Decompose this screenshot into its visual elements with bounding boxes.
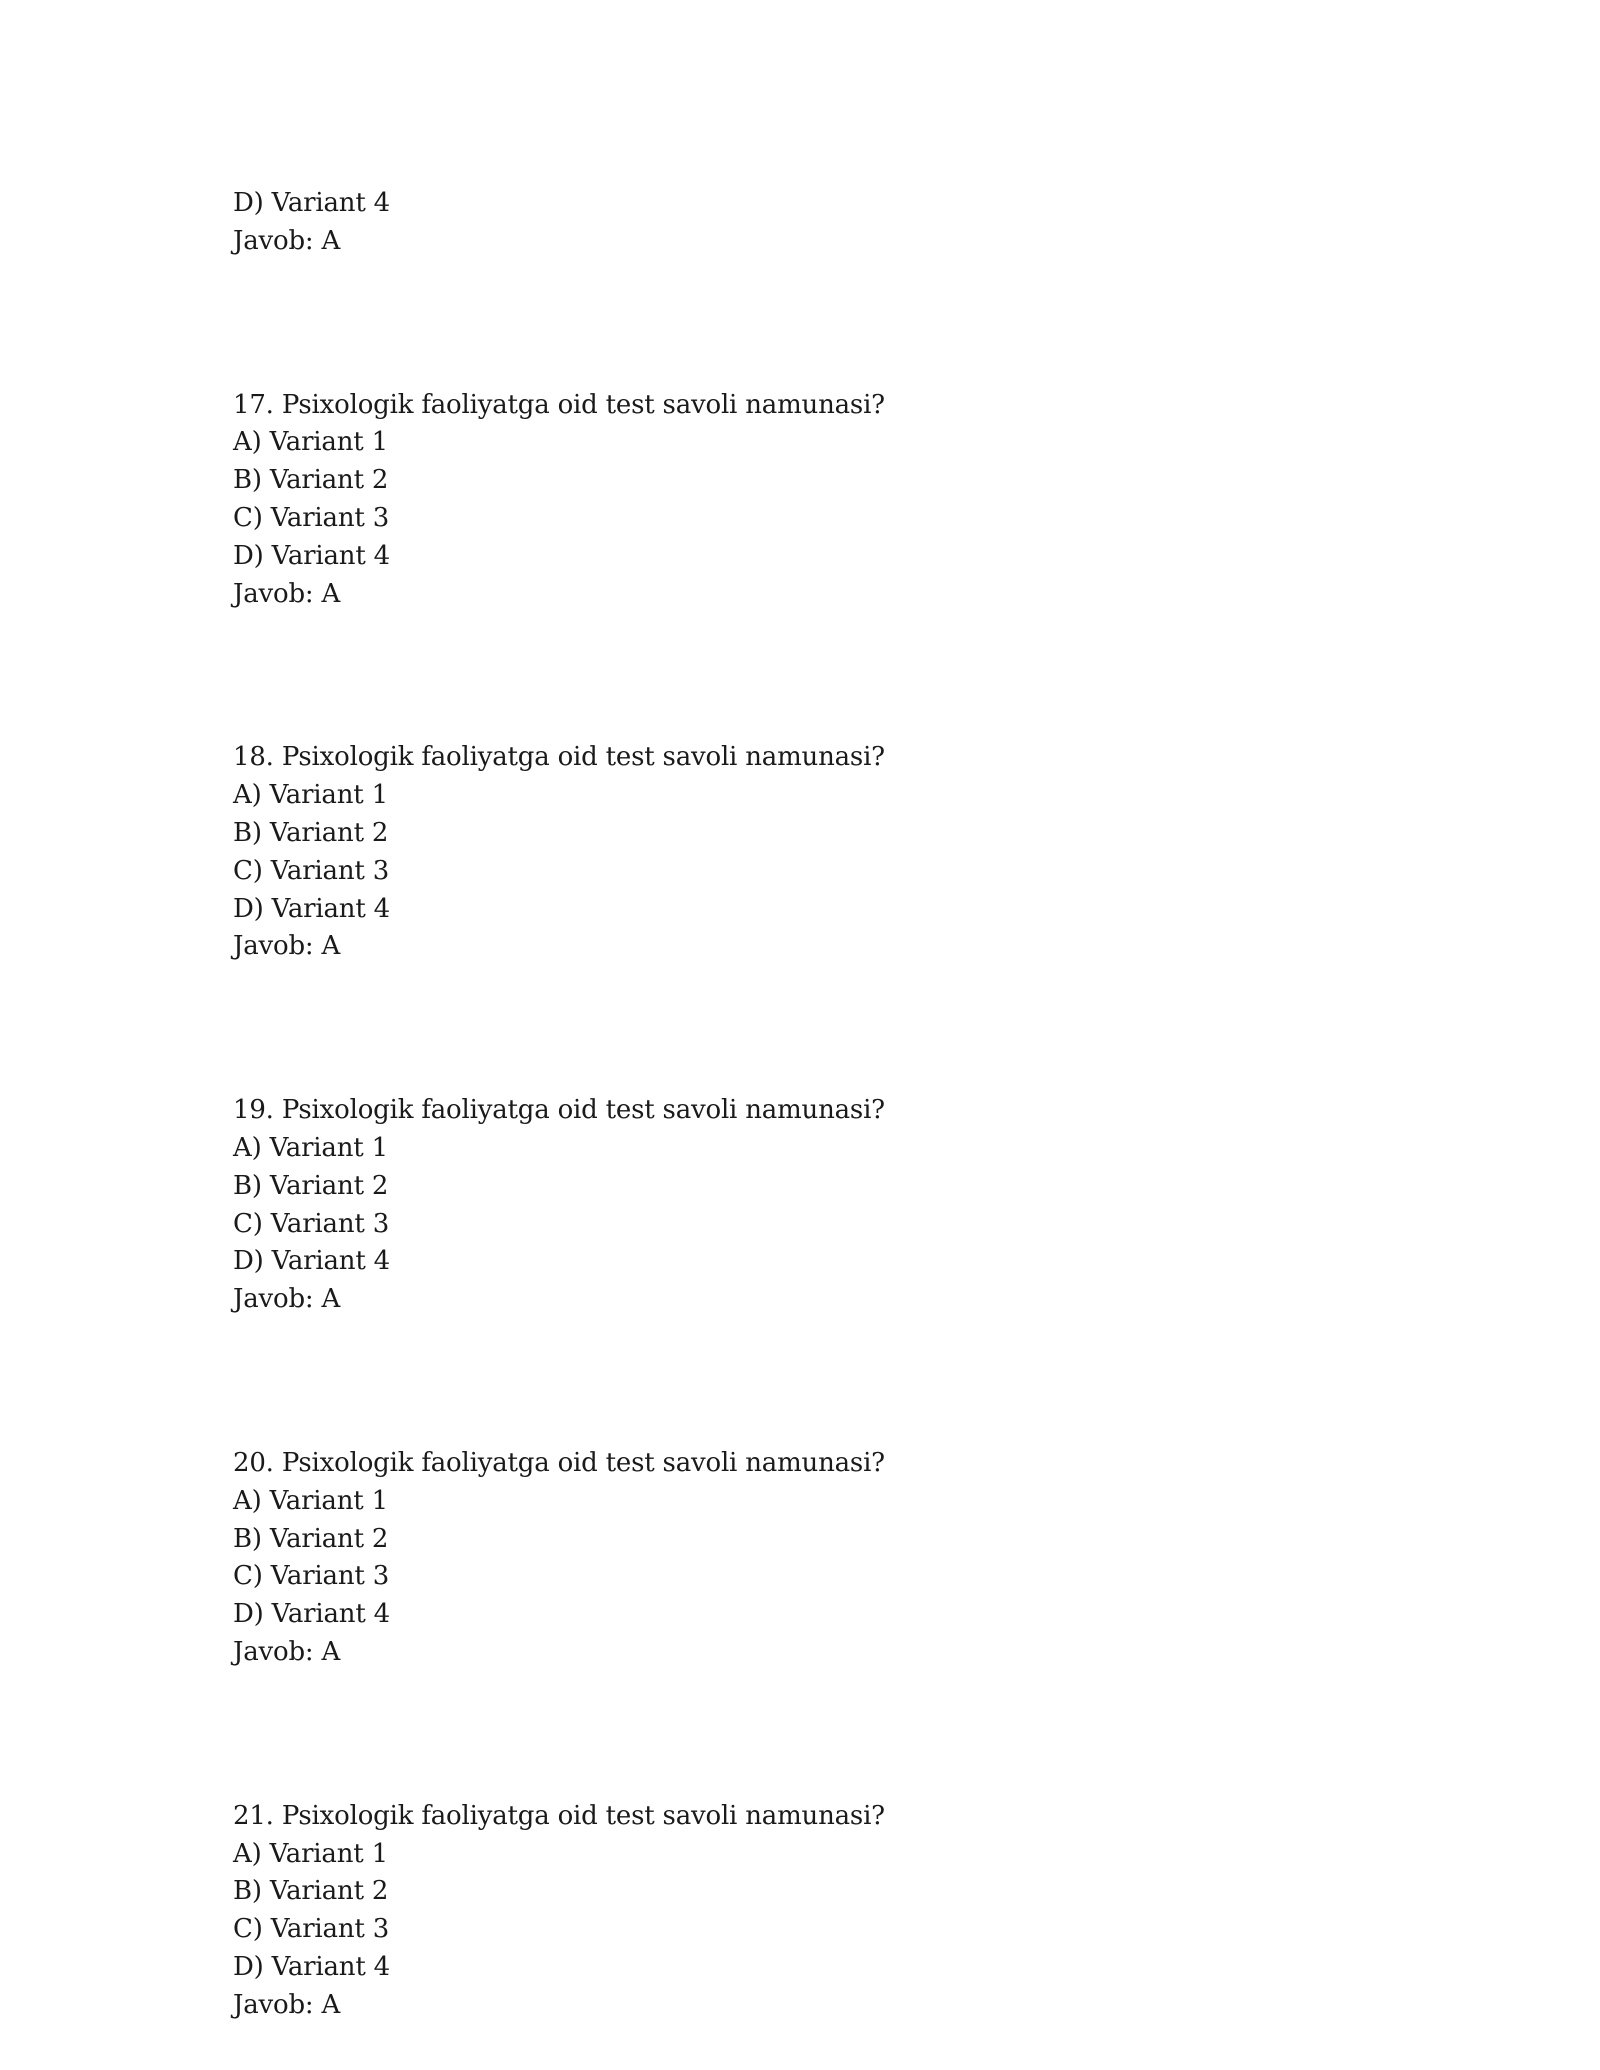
document-content: [233, 185, 1413, 2025]
option-c: C) Variant 3: [233, 855, 390, 886]
option-b: B) Variant 2: [233, 1523, 389, 1554]
question-text: 21. Psixologik faoliyatga oid test savoli namunasi?: [233, 1800, 885, 1831]
question-text: 18. Psixologik faoliyatga oid test savoli namunasi?: [233, 742, 885, 773]
option-b: B) Variant 2: [233, 465, 389, 496]
answer-line: Javob: A: [233, 931, 341, 962]
option-b: B) Variant 2: [233, 1170, 389, 1201]
option-d: D) Variant 4: [233, 1951, 390, 1982]
answer-line: Javob: A: [233, 1284, 341, 1315]
option-d: D) Variant 4: [233, 1246, 390, 1277]
option-c: C) Variant 3: [233, 1561, 390, 1592]
question-text: 20. Psixologik faoliyatga oid test savoli namunasi?: [233, 1447, 885, 1478]
question-block-20: [233, 1445, 1413, 1672]
option-d: D) Variant 4: [233, 893, 390, 924]
option-a: A) Variant 1: [233, 1485, 388, 1516]
question-text: 17. Psixologik faoliyatga oid test savoli namunasi?: [233, 389, 885, 420]
answer-line: Javob: A: [233, 225, 341, 256]
answer-line: Javob: A: [233, 1636, 341, 1667]
question-block-18: [233, 739, 1413, 966]
question-block-19: [233, 1092, 1413, 1319]
option-c: C) Variant 3: [233, 1208, 390, 1239]
question-block-21: [233, 1798, 1413, 2025]
question-block-16-continued: [233, 185, 1413, 261]
option-a: A) Variant 1: [233, 1838, 388, 1869]
option-b: B) Variant 2: [233, 1876, 389, 1907]
option-b: B) Variant 2: [233, 817, 389, 848]
question-text: 19. Psixologik faoliyatga oid test savoli namunasi?: [233, 1095, 885, 1126]
option-a: A) Variant 1: [233, 427, 388, 458]
option-c: C) Variant 3: [233, 1914, 390, 1945]
option-d: D) Variant 4: [233, 188, 390, 218]
answer-line: Javob: A: [233, 578, 341, 609]
option-a: A) Variant 1: [233, 780, 388, 811]
answer-line: Javob: A: [233, 1989, 341, 2020]
option-c: C) Variant 3: [233, 502, 390, 533]
option-d: D) Variant 4: [233, 540, 390, 571]
option-d: D) Variant 4: [233, 1599, 390, 1630]
question-block-17: [233, 387, 1413, 614]
option-a: A) Variant 1: [233, 1132, 388, 1163]
